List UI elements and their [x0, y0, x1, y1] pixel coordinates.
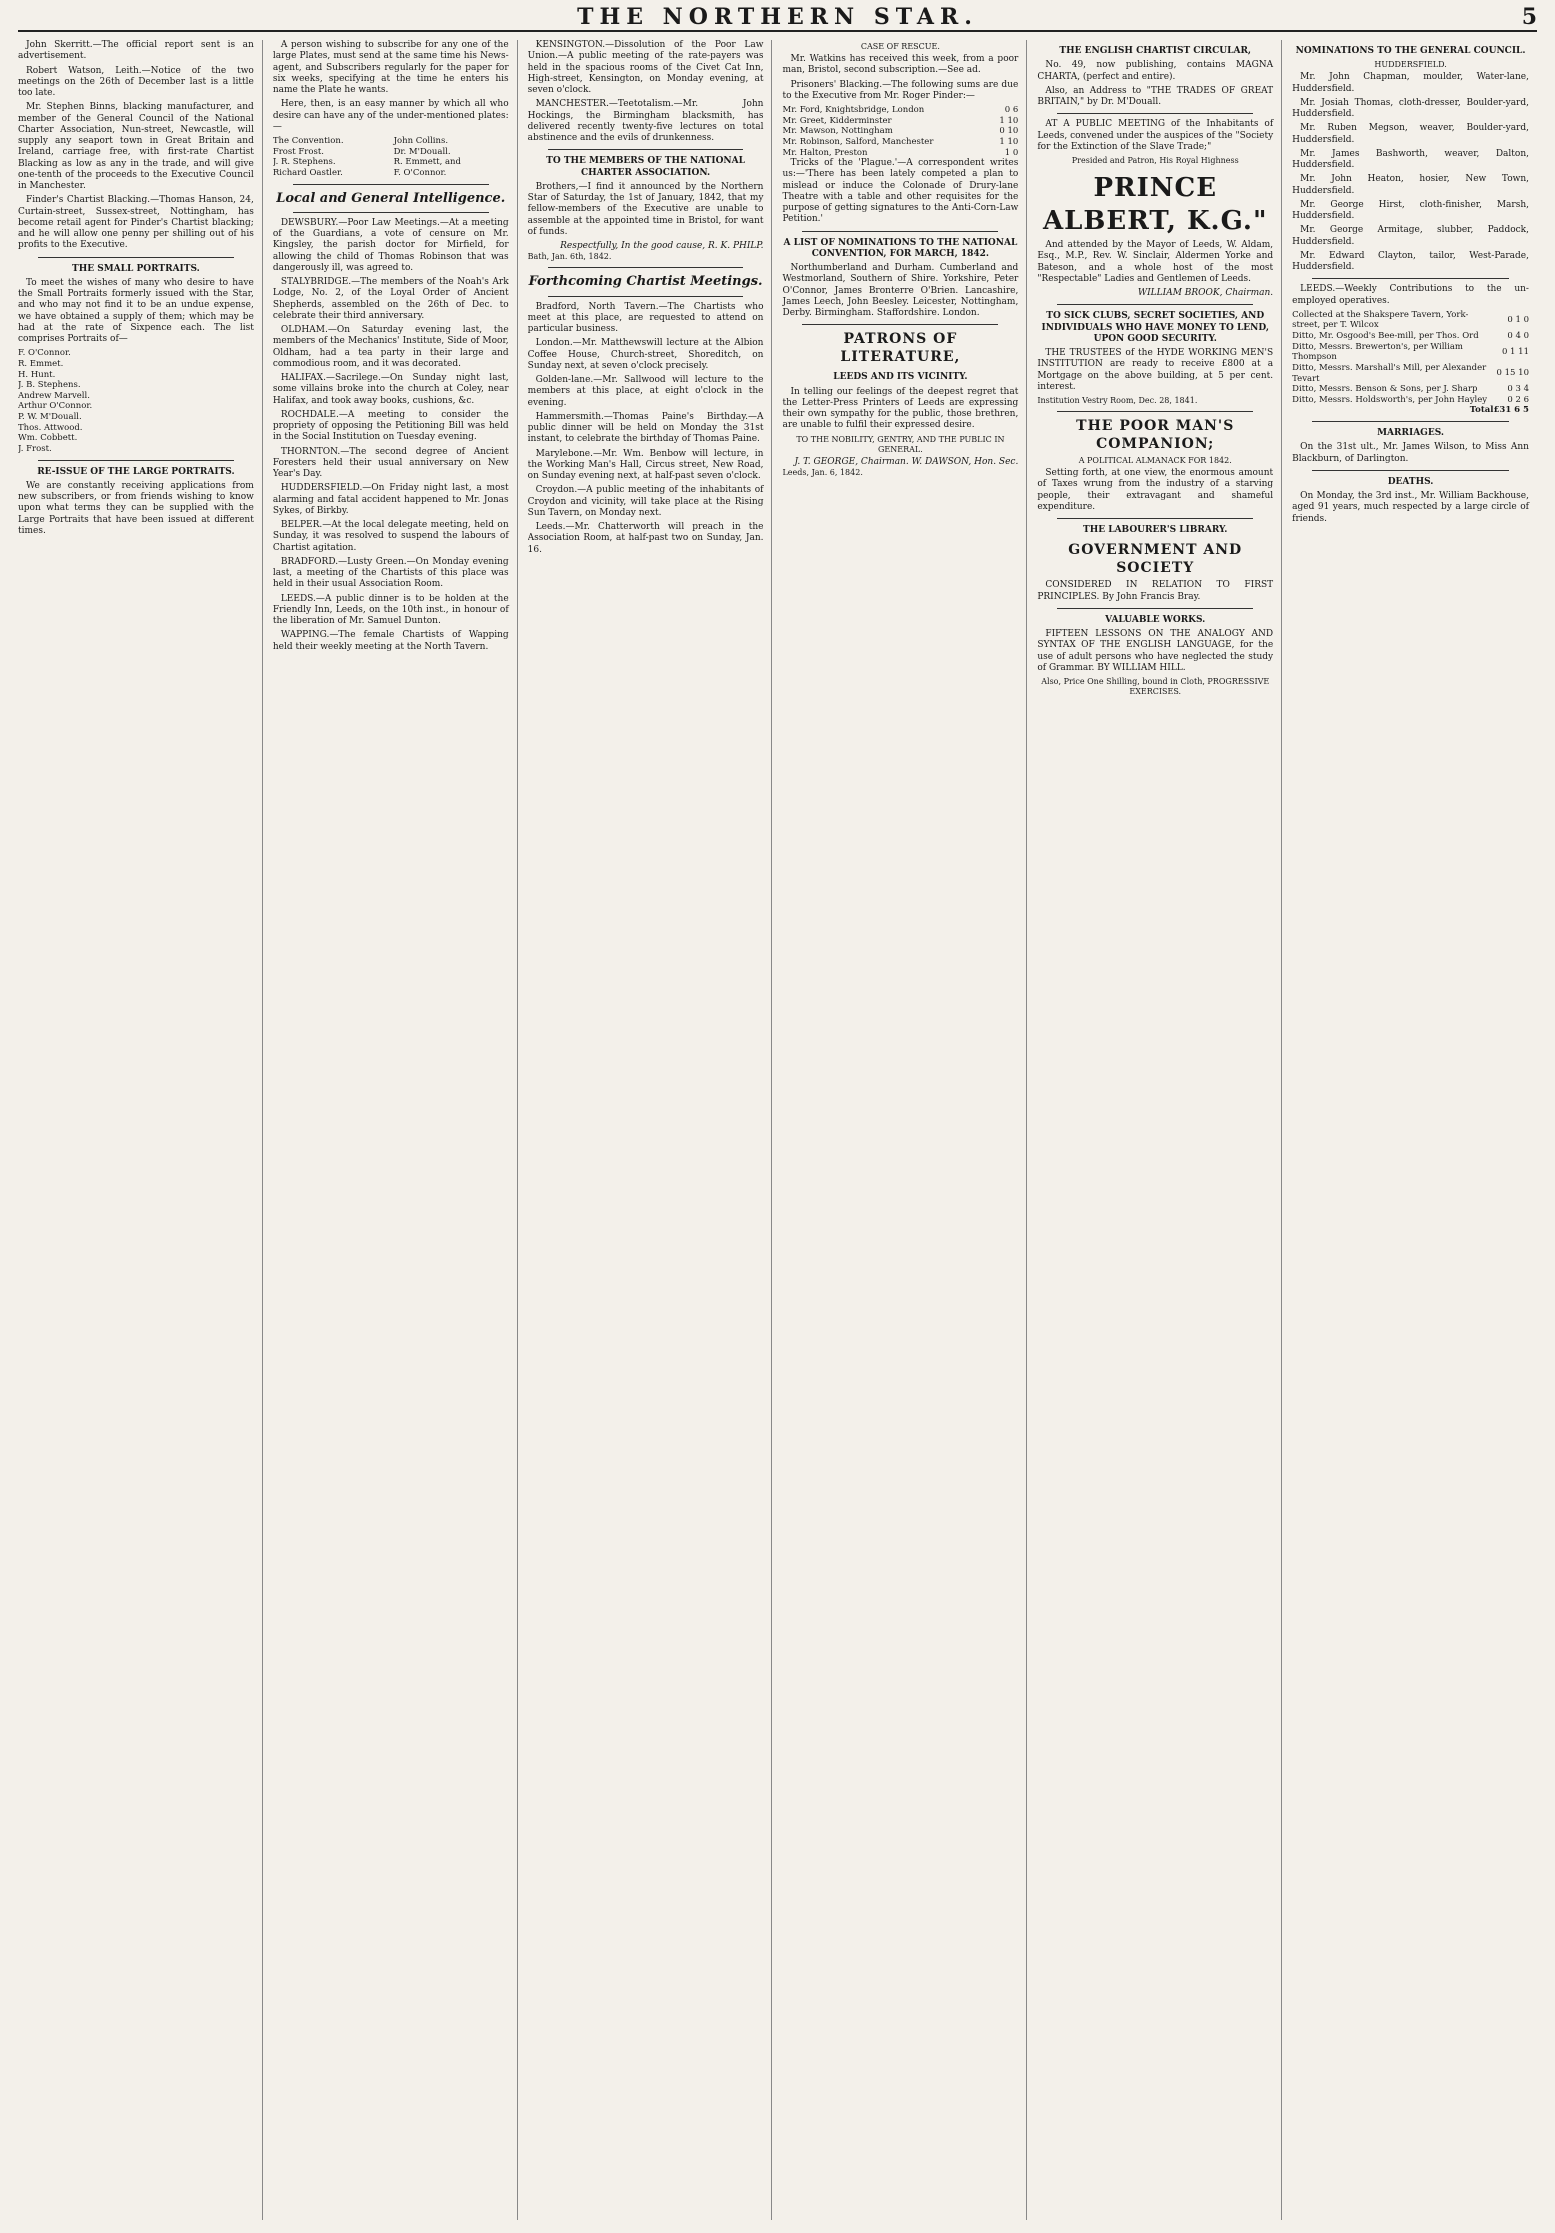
table-cell: 0 1 11 — [1501, 346, 1529, 357]
section-text: On the 31st ult., Mr. James Wilson, to Miss Ann Blackburn, of Darlington. — [1292, 442, 1529, 464]
section-text: In telling our feelings of the deepest regret that the Letter-Press Printers of Leeds are expressing their own sympathy for the public, those brethren, are unable to fulfil their expressed desire. — [782, 386, 1019, 431]
meeting-item: Hammersmith.—Thomas Paine's Birthday.—A public dinner will be held on Monday the 31st instant, to celebrate the birthday of Thomas Paine. — [527, 411, 764, 445]
date: Leeds, Jan. 6, 1842. — [782, 467, 863, 477]
relief-table — [782, 105, 1018, 158]
section-text: Northumberland and Durham. Cumberland and Westmorland, Southern of Shire. Yorkshire, Peter O'Connor, James Bronterre O'Brien. Lancashire, James Leech, John Beesley. Leicester, Nottingham, Derby. Birmingham. Staffordshire. London. — [782, 263, 1019, 319]
notice: Robert Watson, Leith.—Notice of the two meetings on the 26th of December last is a little too late. — [18, 65, 254, 98]
table-row — [782, 105, 1018, 116]
section-text: On Monday, the 3rd inst., Mr. William Backhouse, aged 91 years, much respected by a large circle of friends. — [1292, 491, 1529, 524]
table-row — [782, 126, 1018, 137]
section-heading: RE-ISSUE OF THE LARGE PORTRAITS. — [37, 466, 235, 477]
list-item: Mr. Edward Clayton, tailor, West-Parade, Huddersfield. — [1292, 250, 1529, 272]
table-cell: 0 10 — [999, 126, 1019, 137]
list-item: Mr. James Bashworth, weaver, Dalton, Huddersfield. — [1292, 148, 1529, 170]
table-row — [782, 137, 1018, 148]
table-row — [782, 116, 1018, 127]
table-cell: Mr. Mawson, Nottingham — [782, 126, 893, 137]
contributions-table — [1292, 310, 1529, 416]
table-cell: 0 6 — [1004, 105, 1019, 115]
section-heading: Forthcoming Chartist Meetings. — [528, 274, 763, 290]
column-6 — [1292, 40, 1537, 2220]
section-text: CONSIDERED IN RELATION TO FIRST PRINCIPLES. By John Francis Bray. — [1037, 580, 1274, 602]
table-cell: 0 15 10 — [1496, 368, 1529, 379]
notice: John Skerritt.—The official report sent is an advertisement. — [18, 40, 254, 62]
list-item: J. B. Stephens. — [18, 380, 81, 391]
masthead — [18, 4, 1537, 32]
table-row — [1292, 310, 1529, 331]
divider — [1312, 278, 1509, 279]
news-item: WAPPING.—The female Chartists of Wapping held their weekly meeting at the North Tavern. — [272, 630, 509, 652]
letter-signature: Respectfully, In the good cause, R. K. PHILP. — [560, 241, 764, 251]
table-cell: Dr. M'Douall. — [393, 146, 451, 157]
section-heading: VALUABLE WORKS. — [1105, 614, 1206, 625]
news-item: BRADFORD.—Lusty Green.—On Monday evening last, a meeting of the Chartists of this place was held in their usual Association Room. — [272, 556, 509, 590]
section-text: AT A PUBLIC MEETING of the Inhabitants of Leeds, convened under the auspices of the "Society for the Extinction of the Slave Trade;" — [1037, 119, 1274, 152]
table-cell: R. Emmett, and — [393, 157, 461, 168]
section-subheading: A POLITICAL ALMANACK FOR 1842. — [1078, 456, 1232, 465]
section-heading: PATRONS OF LITERATURE, — [840, 331, 961, 365]
divider — [38, 257, 234, 258]
address-line: TO THE NOBILITY, GENTRY, AND THE PUBLIC IN GENERAL. — [796, 434, 1005, 454]
section-subheading: Also, Price One Shilling, bound in Cloth, PROGRESSIVE EXERCISES. — [1041, 677, 1270, 696]
divider — [1312, 421, 1509, 422]
section-text: THE TRUSTEES of the HYDE WORKING MEN'S INSTITUTION are ready to receive £800 at a Mortgage on the above building, at 5 per cent. interest. — [1037, 348, 1274, 392]
table-cell: 0 2 6 — [1507, 394, 1529, 405]
table-cell: Ditto, Messrs. Benson & Sons, per J. Sharp — [1292, 384, 1478, 395]
letter-text: Brothers,—I find it announced by the Northern Star of Saturday, the 1st of January, 1842, that my fellow-members of the Executive are unable to assemble at the appointed time in Bristol, for want of funds. — [527, 181, 764, 237]
agents-heading: Here, then, is an easy manner by which all who desire can have any of the under-mentioned plates:— — [272, 99, 509, 132]
section-heading: TO SICK CLUBS, SECRET SOCIETIES, AND INDIVIDUALS WHO HAVE MONEY TO LEND, UPON GOOD SECURITY. — [1041, 311, 1269, 344]
table-cell: 1 10 — [999, 136, 1019, 147]
section-text: We are constantly receiving applications from new subscribers, or from friends wishing to know upon what terms they can be supplied with the Large Portraits that have been issued at different times. — [18, 480, 254, 536]
meeting-item: London.—Mr. Matthewswill lecture at the Albion Coffee House, Church-street, Shoreditch, on Sunday next, at seven o'clock precisely. — [527, 338, 764, 371]
news-item: HALIFAX.—Sacrilege.—On Sunday night last, some villains broke into the church at Coley, near Halifax, and took away books, cushions, &c. — [272, 373, 509, 406]
meeting-item: Marylebone.—Mr. Wm. Benbow will lecture, in the Working Man's Hall, Circus street, New Road, on Sunday evening next, at half-past seven o'clock. — [527, 448, 764, 481]
divider — [802, 324, 998, 325]
column-3 — [528, 40, 773, 2220]
news-item: MANCHESTER.—Teetotalism.—Mr. John Hockings, the Birmingham blacksmith, has delivered recently twenty-five lectures on total abstinence and the evils of drunkenness. — [527, 99, 764, 143]
list-item: Mr. Josiah Thomas, cloth-dresser, Boulder-yard, Huddersfield. — [1292, 97, 1529, 119]
table-cell: F. O'Connor. — [393, 167, 447, 178]
divider — [38, 460, 234, 461]
section-text: Setting forth, at one view, the enormous amount of Taxes wrung from the industry of a starving people, their extravagant and shameful expenditure. — [1037, 468, 1274, 512]
column-4 — [782, 40, 1027, 2220]
newspaper-title: THE NORTHERN STAR. — [577, 4, 978, 30]
section-text: Mr. Watkins has received this week, from a poor man, Bristol, second subscription.—See ad. — [782, 54, 1019, 76]
table-cell: Ditto, Messrs. Brewerton's, per William Thompson — [1292, 341, 1463, 363]
table-cell: Ditto, Messrs. Holdsworth's, per John Hayley — [1292, 394, 1488, 405]
section-heading: DEATHS. — [1387, 476, 1434, 487]
section-text: Tricks of the 'Plague.'—A correspondent writes us:—'There has been lately competed a plan to mislead or induce the Colonade of Drury-lane Theatre with a table and other requisites for the purpose of getting signatures to the Anti-Corn-Law Petition.' — [782, 158, 1019, 225]
page-number: 5 — [1521, 4, 1537, 30]
list-item: Mr. Ruben Megson, weaver, Boulder-yard, Huddersfield. — [1292, 123, 1529, 145]
meeting-item: Croydon.—A public meeting of the inhabitants of Croydon and vicinity, will take place at the Rising Sun Tavern, on Monday next. — [527, 485, 764, 518]
notice: Mr. Stephen Binns, blacking manufacturer, and member of the General Council of the National Charter Association, Nun-street, Newcastle, will supply any seaport town in Great Britain and Ireland, carriage free, with first-rate Chartist Blacking as low as any in the trade, and will give one-tenth of the proceeds to the Executive Council in Manchester. — [18, 102, 254, 191]
divider — [1057, 608, 1253, 609]
divider — [1057, 113, 1253, 114]
table-row — [782, 148, 1018, 159]
columns — [18, 40, 1537, 2220]
news-item: STALYBRIDGE.—The members of the Noah's Ark Lodge, No. 2, of the Loyal Order of Ancient Shepherds, assembled on the 26th of Dec. to celebrate their third anniversary. — [272, 277, 509, 321]
meeting-item: Golden-lane.—Mr. Sallwood will lecture to the members at this place, at eight o'clock in the evening. — [527, 375, 764, 408]
table-cell: Mr. Robinson, Salford, Manchester — [782, 136, 934, 147]
section-subheading: HUDDERSFIELD. — [1374, 60, 1447, 70]
list-item: Wm. Cobbett. — [18, 433, 78, 444]
table-total-row — [1292, 405, 1529, 416]
meeting-item: Bradford, North Tavern.—The Chartists who meet at this place, are requested to attend on particular business. — [527, 301, 764, 334]
table-cell: 1 0 — [1004, 147, 1019, 158]
list-item: Mr. John Heaton, hosier, New Town, Huddersfield. — [1292, 174, 1529, 196]
section-heading: TO THE MEMBERS OF THE NATIONAL CHARTER ASSOCIATION. — [546, 156, 745, 178]
column-2 — [273, 40, 518, 2220]
prince-title: PRINCE ALBERT, K.G." — [1042, 173, 1268, 236]
divider — [293, 184, 489, 185]
section-heading: A LIST OF NOMINATIONS TO THE NATIONAL CONVENTION, FOR MARCH, 1842. — [783, 237, 1018, 259]
portrait-list — [18, 348, 254, 454]
news-item: KENSINGTON.—Dissolution of the Poor Law Union.—A public meeting of the rate-payers was held in the spacious rooms of the Civet Cat Inn, High-street, Kensington, on Monday evening, at seven o'clock. — [527, 40, 764, 95]
table-cell: Ditto, Messrs. Marshall's Mill, per Alexander Tevart — [1292, 362, 1487, 384]
table-cell: 1 10 — [999, 115, 1019, 126]
section-subheading: GOVERNMENT AND SOCIETY — [1068, 542, 1243, 576]
list-item: Mr. George Armitage, slubber, Paddock, Huddersfield. — [1292, 225, 1529, 247]
list-item: Arthur O'Connor. — [18, 401, 93, 412]
divider — [1057, 304, 1253, 305]
list-item: H. Hunt. — [18, 369, 56, 380]
table-cell: The Convention. — [272, 136, 344, 146]
table-cell: Total — [1469, 405, 1494, 416]
table-cell: Mr. Ford, Knightsbridge, London — [782, 105, 925, 115]
table-row — [1292, 331, 1529, 342]
divider — [1057, 411, 1253, 412]
news-item: BELPER.—At the local delegate meeting, held on Sunday, it was resolved to suspend the labours of Chartist agitation. — [272, 520, 509, 553]
section-text: FIFTEEN LESSONS ON THE ANALOGY AND SYNTAX OF THE ENGLISH LANGUAGE, for the use of adult persons who have neglected the study of Grammar. BY WILLIAM HILL. — [1037, 629, 1274, 673]
signature: WILLIAM BROOK, Chairman. — [1137, 288, 1274, 298]
table-cell: Richard Oastler. — [272, 167, 343, 178]
table-row — [1292, 363, 1529, 384]
section-heading: THE POOR MAN'S COMPANION; — [1076, 418, 1235, 452]
table-cell: 0 3 4 — [1507, 384, 1529, 395]
table-row — [1292, 395, 1529, 406]
divider — [548, 149, 744, 150]
table-cell: 0 1 0 — [1507, 315, 1529, 326]
news-item: OLDHAM.—On Saturday evening last, the members of the Mechanics' Institute, Side of Moor, Oldham, had a tea party in their large and commodious room, and it was decorated. — [272, 325, 509, 369]
agents-table — [273, 136, 509, 179]
table-cell: Mr. Greet, Kidderminster — [782, 115, 892, 126]
table-cell: 0 4 0 — [1507, 331, 1529, 341]
section-heading: THE LABOURER'S LIBRARY. — [1083, 525, 1228, 535]
column-5 — [1037, 40, 1282, 2220]
section-heading: Local and General Intelligence. — [276, 190, 506, 206]
section-text: Prisoners' Blacking.—The following sums are due to the Executive from Mr. Roger Pinder:— — [782, 79, 1019, 101]
section-heading: NOMINATIONS TO THE GENERAL COUNCIL. — [1295, 46, 1526, 56]
list-item: Thos. Attwood. — [18, 422, 83, 433]
news-item: THORNTON.—The second degree of Ancient Foresters held their usual anniversary on New Year's Day. — [272, 446, 509, 479]
divider — [1312, 470, 1509, 471]
section-heading: THE ENGLISH CHARTIST CIRCULAR, — [1059, 46, 1252, 56]
section-subheading: LEEDS AND ITS VICINITY. — [833, 372, 968, 383]
table-cell: J. R. Stephens. — [272, 157, 336, 168]
list-item: Mr. John Chapman, moulder, Water-lane, Huddersfield. — [1292, 72, 1529, 94]
letter-date: Bath, Jan. 6th, 1842. — [527, 252, 612, 262]
section-text: And attended by the Mayor of Leeds, W. Aldam, Esq., M.P., Rev. W. Sinclair, Aldermen Yorke and Bateson, and a whole host of the most "Respectable" Ladies and Gentlemen of Leeds. — [1037, 240, 1274, 284]
section-text: To meet the wishes of many who desire to have the Small Portraits formerly issued with the Star, and who may not find it to be an undue expense, we have obtained a supply of them; which may be had at the rate of Sixpence each. The list comprises Portraits of— — [18, 277, 254, 344]
list-item: R. Emmet. — [18, 358, 64, 369]
divider — [1057, 518, 1253, 519]
section-heading: LEEDS.—Weekly Contributions to the un-employed operatives. — [1292, 284, 1529, 306]
section-text: No. 49, now publishing, contains MAGNA CHARTA, (perfect and entire). — [1037, 60, 1274, 82]
section-heading: CASE OF RESCUE. — [860, 42, 940, 51]
table-row — [1292, 342, 1529, 363]
news-item: DEWSBURY.—Poor Law Meetings.—At a meeting of the Guardians, a vote of censure on Mr. Kingsley, the parish doctor for Mirfield, for allowing the child of Thomas Robinson that was dangerously ill, was agreed to. — [272, 217, 509, 273]
section-heading: MARRIAGES. — [1377, 428, 1445, 438]
intro-text: A person wishing to subscribe for any one of the large Plates, must send at the same time his News-agent, and Subscribers regularly for the paper for six weeks, specifying at the time he enters his name the Plate he wants. — [272, 40, 509, 95]
date: Institution Vestry Room, Dec. 28, 1841. — [1037, 396, 1198, 405]
section-heading: THE SMALL PORTRAITS. — [72, 263, 200, 274]
news-item: HUDDERSFIELD.—On Friday night last, a most alarming and fatal accident happened to Mr. Jonas Sykes, of Birkby. — [272, 483, 509, 516]
table-cell: £31 6 5 — [1493, 405, 1529, 416]
table-cell: Frost Frost. — [272, 146, 324, 157]
table-row — [1292, 384, 1529, 395]
list-item: P. W. M'Douall. — [18, 412, 82, 422]
list-item: J. Frost. — [18, 443, 52, 454]
table-cell: Mr. Halton, Preston — [782, 147, 868, 158]
list-item: Andrew Marvell. — [18, 390, 90, 401]
section-text: Also, an Address to "THE TRADES OF GREAT BRITAIN," by Dr. M'Douall. — [1037, 85, 1274, 107]
list-item: Mr. George Hirst, cloth-finisher, Marsh, Huddersfield. — [1292, 199, 1529, 221]
divider — [802, 231, 998, 232]
notice: Finder's Chartist Blacking.—Thomas Hanson, 24, Curtain-street, Sussex-street, Nottingham, has become retail agent for Pinder's Chartist blacking; and he will allow one penny per shilling out of his profits to the Executive. — [18, 195, 254, 251]
divider — [548, 296, 744, 297]
section-subheading: Presided and Patron, His Royal Highness — [1071, 156, 1239, 165]
column-1 — [18, 40, 263, 2220]
meeting-item: Leeds.—Mr. Chatterworth will preach in the Association Room, at half-past two on Sunday, Jan. 16. — [527, 522, 764, 555]
table-cell: Collected at the Shakspere Tavern, York-street, per T. Wilcox — [1292, 309, 1469, 331]
news-item: LEEDS.—A public dinner is to be holden at the Friendly Inn, Leeds, on the 10th inst., in honour of the liberation of Mr. Samuel Dunton. — [272, 593, 509, 626]
signature: J. T. GEORGE, Chairman. W. DAWSON, Hon. Sec. — [794, 456, 1019, 467]
divider — [293, 212, 489, 213]
table-cell: John Collins. — [393, 136, 449, 146]
news-item: ROCHDALE.—A meeting to consider the propriety of opposing the Petitioning Bill was held in the Social Institution on Tuesday evening. — [272, 409, 509, 443]
table-cell: Ditto, Mr. Osgood's Bee-mill, per Thos. Ord — [1292, 331, 1479, 341]
list-item: F. O'Connor. — [18, 348, 71, 359]
divider — [548, 267, 744, 268]
